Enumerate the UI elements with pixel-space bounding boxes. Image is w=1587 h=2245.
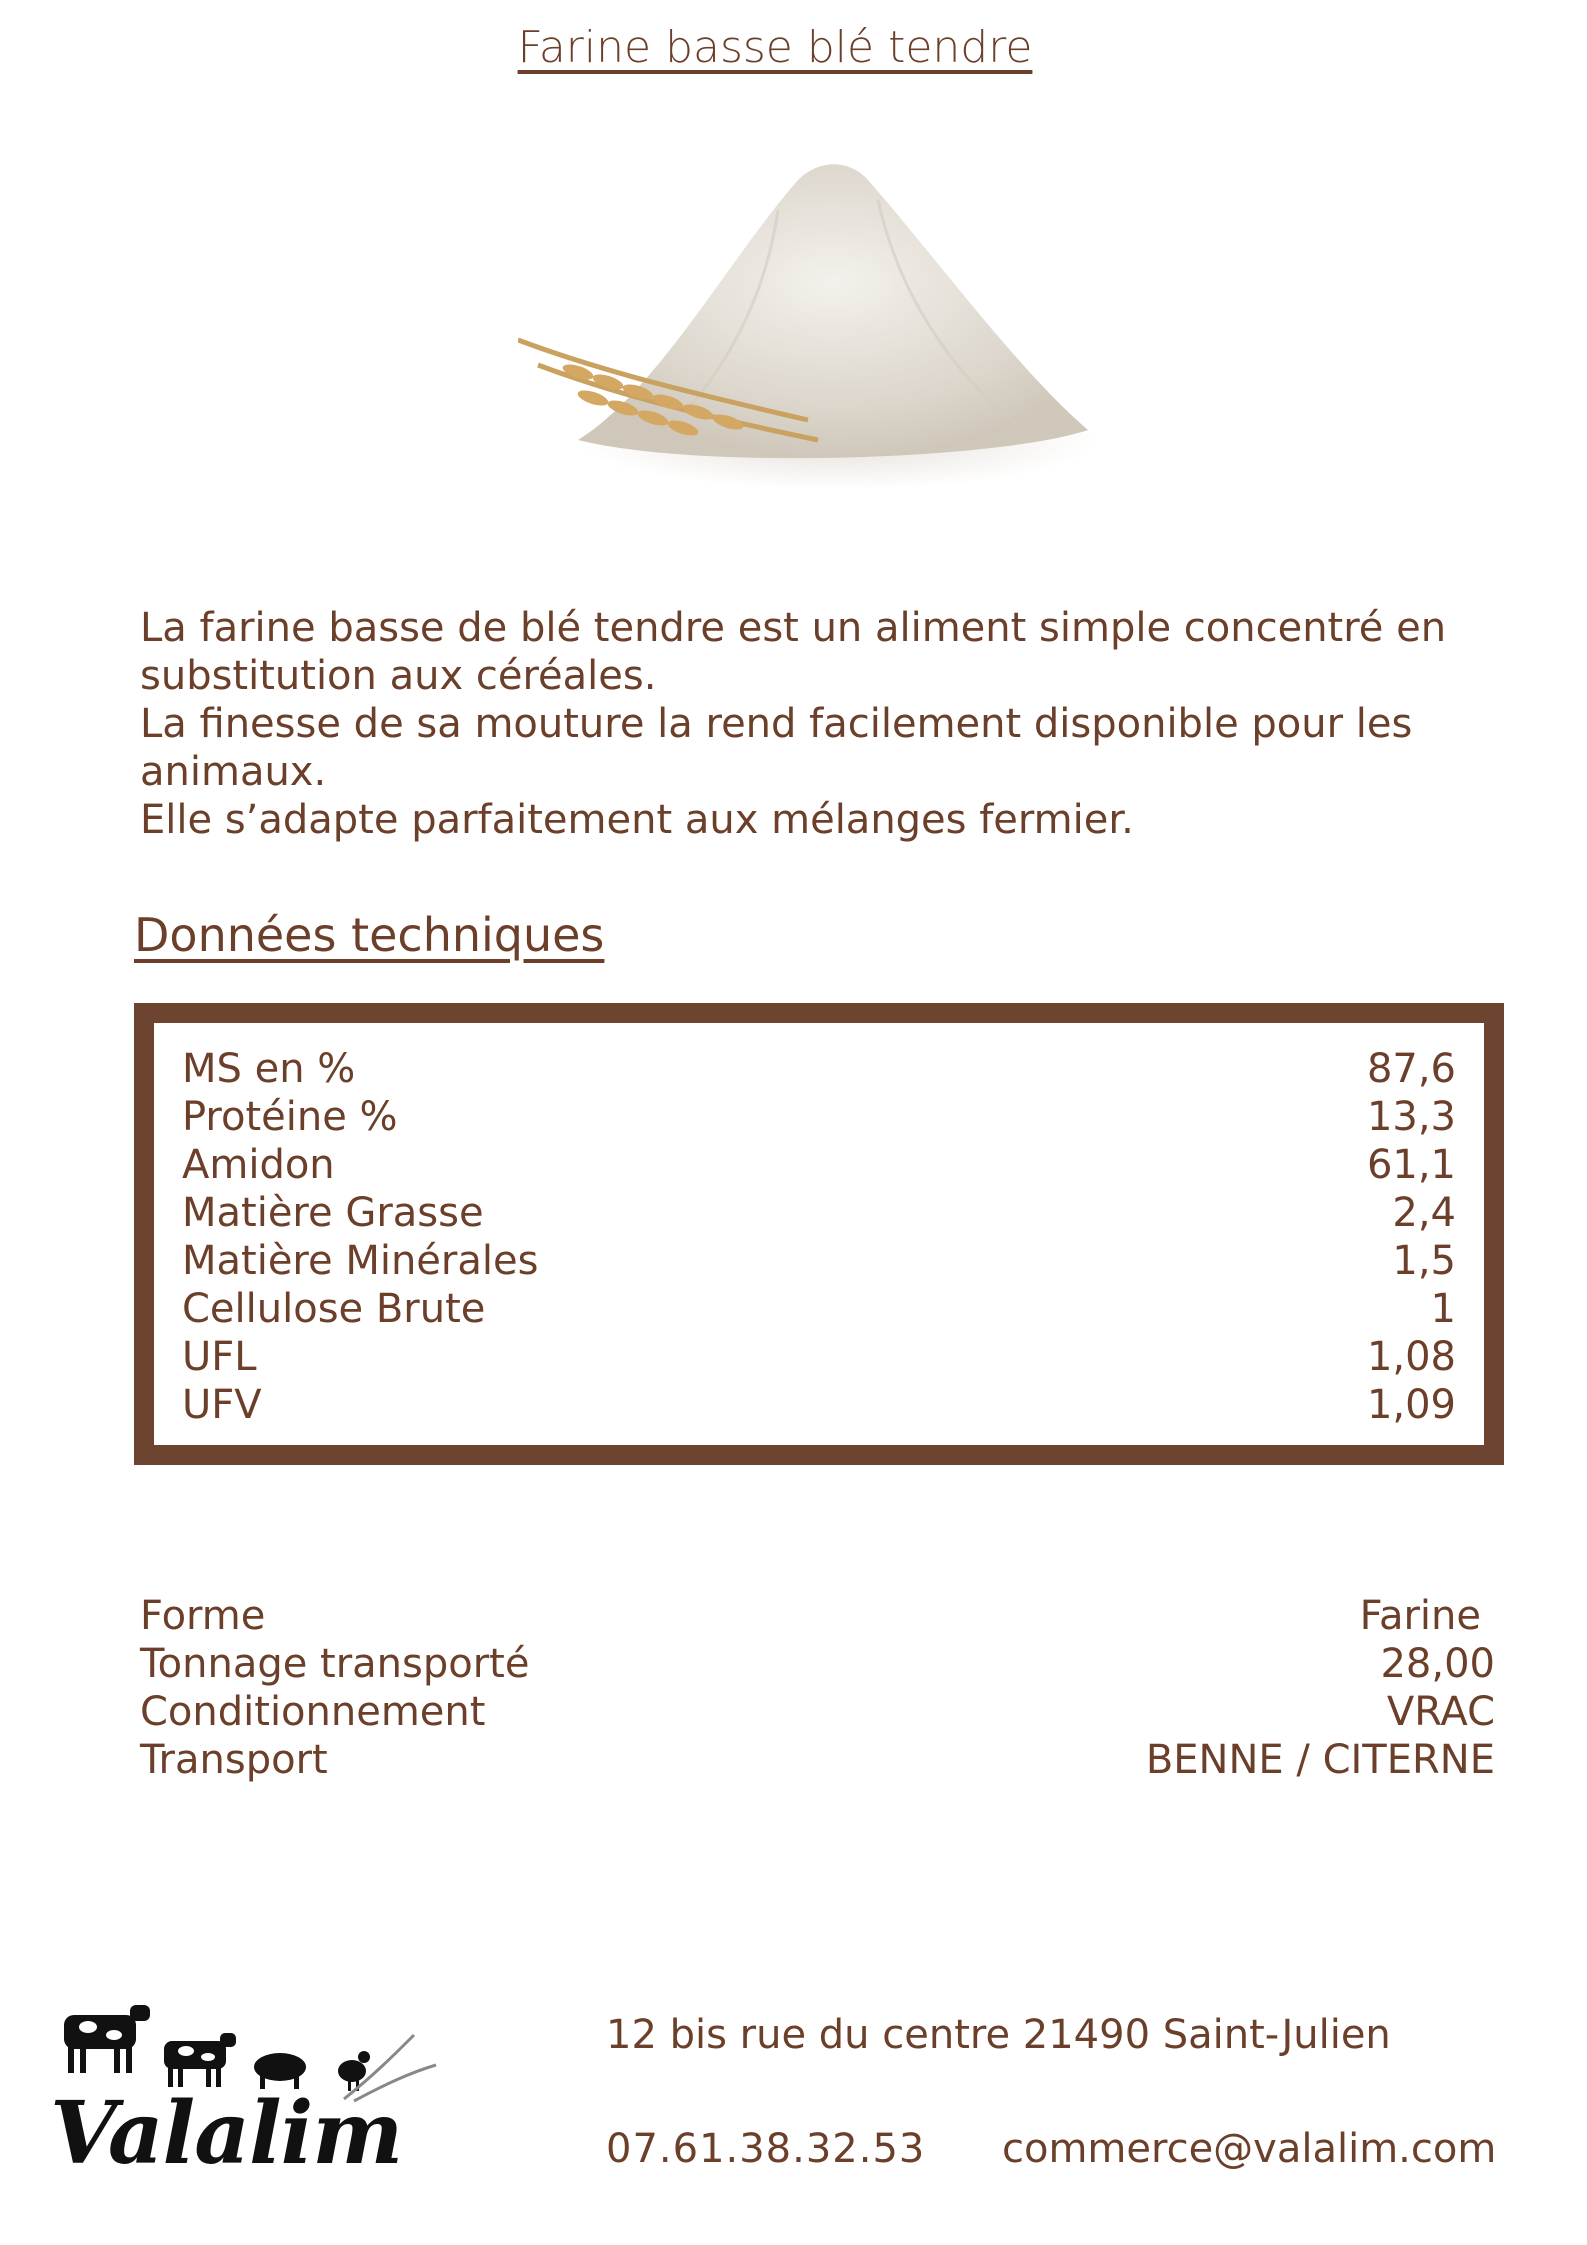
row-label: MS en % — [182, 1046, 356, 1092]
page-title: Farine basse blé tendre — [517, 22, 1033, 73]
company-phone: 07.61.38.32.53 — [606, 2126, 926, 2172]
info-label: Transport — [140, 1737, 328, 1783]
info-value: BENNE / CITERNE — [1145, 1737, 1495, 1783]
table-row — [182, 1093, 1456, 1141]
row-value: 1,08 — [1366, 1334, 1456, 1380]
info-row — [140, 1736, 1495, 1784]
row-value: 87,6 — [1366, 1046, 1456, 1092]
row-value: 61,1 — [1366, 1142, 1456, 1188]
table-row — [182, 1189, 1456, 1237]
info-row — [140, 1688, 1495, 1736]
row-value: 1 — [1430, 1286, 1456, 1332]
info-value: Farine — [1359, 1593, 1481, 1639]
table-row — [182, 1285, 1456, 1333]
table-row — [182, 1045, 1456, 1093]
section-title: Données techniques — [134, 908, 605, 962]
product-description — [140, 604, 1500, 844]
row-label: Matière Grasse — [182, 1190, 484, 1236]
info-value: VRAC — [1386, 1689, 1495, 1735]
valalim-logo — [44, 1995, 444, 2205]
row-label: Amidon — [182, 1142, 335, 1188]
company-email: commerce@valalim.com — [1002, 2126, 1497, 2172]
row-label: UFV — [182, 1382, 262, 1428]
logo-text: Valalim — [50, 2083, 403, 2184]
description-line: La farine basse de blé tendre est un aliment simple concentré en substitution aux céréales. — [140, 605, 1447, 699]
table-row — [182, 1141, 1456, 1189]
table-row — [182, 1381, 1456, 1429]
info-row — [140, 1640, 1495, 1688]
row-value: 1,09 — [1366, 1382, 1456, 1428]
flour-wheat-image — [518, 140, 1098, 500]
row-value: 2,4 — [1392, 1190, 1456, 1236]
description-line: Elle s’adapte parfaitement aux mélanges fermier. — [140, 797, 1134, 843]
row-label: Cellulose Brute — [182, 1286, 486, 1332]
table-row — [182, 1237, 1456, 1285]
info-label: Forme — [140, 1593, 266, 1639]
info-row — [140, 1592, 1495, 1640]
info-label: Conditionnement — [140, 1689, 486, 1735]
row-value: 1,5 — [1392, 1238, 1456, 1284]
row-label: UFL — [182, 1334, 257, 1380]
company-address: 12 bis rue du centre 21490 Saint-Julien — [606, 2012, 1391, 2058]
info-value: 28,00 — [1380, 1641, 1495, 1687]
row-label: Protéine % — [182, 1094, 398, 1140]
info-label: Tonnage transporté — [140, 1641, 530, 1687]
technical-data-table — [134, 1003, 1504, 1465]
description-line: La finesse de sa mouture la rend facilement disponible pour les animaux. — [140, 701, 1413, 795]
row-value: 13,3 — [1366, 1094, 1456, 1140]
row-label: Matière Minérales — [182, 1238, 539, 1284]
table-row — [182, 1333, 1456, 1381]
